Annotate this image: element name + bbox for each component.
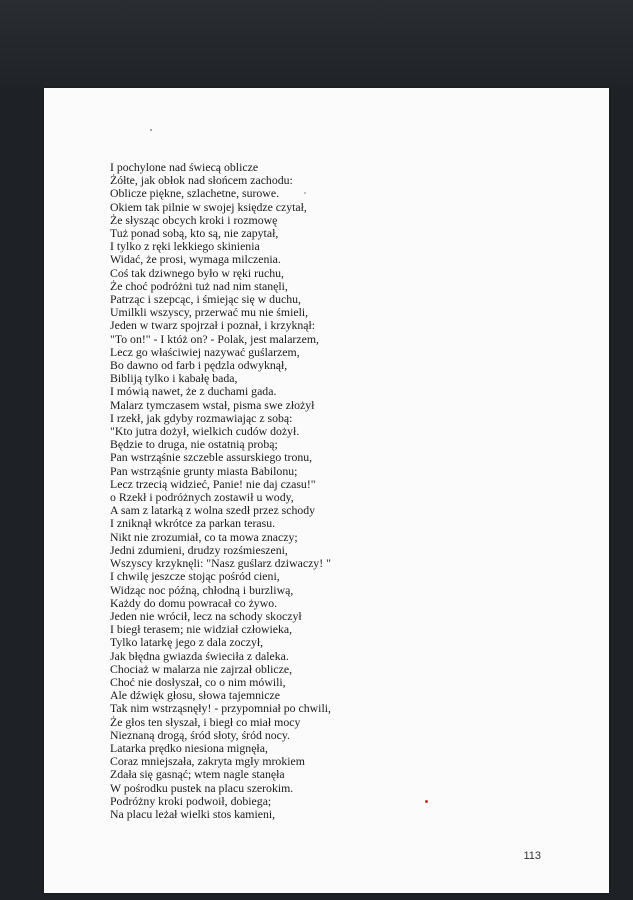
poem-line: Jak błędna gwiazda świeciła z daleka.	[110, 648, 289, 663]
poem-line: Podróżny kroki podwoił, dobiega;	[110, 793, 272, 808]
poem-line: Lecz trzecią widzieć, Panie! nie daj czasu!"	[110, 476, 316, 491]
scan-speck	[150, 129, 152, 131]
poem-line: Każdy do domu powracał co żywo.	[110, 595, 278, 610]
poem-line: A sam z latarką z wolna szedł przez schody	[110, 503, 316, 518]
poem-line: Że choć podróżni tuż nad nim stanęli,	[110, 278, 288, 293]
poem-line: Tuż ponad sobą, kto są, nie zapytał,	[110, 226, 279, 241]
poem-line: Nieznaną drogą, śród słoty, śród nocy.	[110, 727, 290, 742]
poem-line: "Kto jutra dożył, wielkich cudów dożył.	[110, 424, 300, 439]
poem-line: Umilkli wszyscy, przerwać mu nie śmieli,	[110, 305, 309, 320]
poem-line: I tylko z ręki lekkiego skinienia	[110, 239, 260, 254]
poem-line: Tylko latarkę jego z dala zoczył,	[110, 635, 264, 650]
poem-line: Że głos ten słyszał, i biegł co miał mocy	[110, 714, 301, 729]
poem-line: I chwilę jeszcze stojąc pośród cieni,	[110, 569, 280, 584]
poem-line: Bo dawno od farb i pędzla odwyknął,	[110, 358, 288, 373]
poem-line: Chociaż w malarza nie zajrzał oblicze,	[110, 661, 293, 676]
page-number: 113	[523, 850, 541, 862]
poem-text	[110, 161, 331, 821]
poem-line: Patrząc i szepcąc, i śmiejąc się w duchu,	[110, 292, 301, 307]
poem-line: Bibliją tylko i kabałę bada,	[110, 371, 238, 386]
ink-mark	[425, 800, 428, 803]
poem-line: Oblicze piękne, szlachetne, surowe.	[110, 186, 280, 201]
poem-line: I biegł terasem; nie widział człowieka,	[110, 622, 293, 637]
poem-line: Choć nie dosłyszał, co o nim mówili,	[110, 674, 286, 689]
poem-line: "To on!" - I któż on? - Polak, jest malarzem,	[110, 331, 319, 346]
poem-line: Ale dźwięk głosu, słowa tajemnicze	[110, 688, 281, 703]
poem-line: Latarka prędko niesiona mignęła,	[110, 740, 268, 755]
poem-line: I mówią nawet, że z duchami gada.	[110, 384, 277, 399]
poem-line: Jeden w twarz spojrzał i poznał, i krzyknął:	[110, 318, 316, 333]
scan-background	[0, 0, 633, 90]
poem-line: Lecz go właściwiej nazywać guślarzem,	[110, 344, 300, 359]
poem-line: Wszyscy krzyknęli: "Nasz guślarz dziwaczy! "	[110, 556, 331, 571]
poem-line: Nikt nie zrozumiał, co ta mowa znaczy;	[110, 529, 298, 544]
poem-line: Jedni zdumieni, drudzy rozśmieszeni,	[110, 542, 288, 557]
poem-line: o Rzekł i podróżnych zostawił u wody,	[110, 490, 294, 505]
poem-line: I pochylone nad świecą oblicze	[110, 160, 259, 174]
poem-line: Coś tak dziwnego było w ręki ruchu,	[110, 265, 284, 280]
poem-line: Jeden nie wrócił, lecz na schody skoczył	[110, 608, 302, 623]
poem-line: Coraz mniejszała, zakryta mgły mrokiem	[110, 754, 305, 769]
poem-line: Widać, że prosi, wymaga milczenia.	[110, 252, 281, 267]
poem-line: W pośrodku pustek na placu szerokim.	[110, 780, 294, 795]
poem-line: Pan wstrząśnie grunty miasta Babilonu;	[110, 463, 298, 478]
page-sheet	[44, 88, 609, 893]
poem-line: Okiem tak pilnie w swojej księdze czytał,	[110, 199, 307, 214]
poem-line: Widząc noc późną, chłodną i burzliwą,	[110, 582, 294, 597]
poem-line: Na placu leżał wielki stos kamieni,	[110, 806, 276, 821]
poem-line: Tak nim wstrząsnęły! - przypomniał po chwili,	[110, 701, 331, 716]
poem-line: Będzie to druga, nie ostatnią probą;	[110, 437, 278, 452]
poem-line: I rzekł, jak gdyby rozmawiając z sobą:	[110, 410, 293, 425]
poem-line: Żółte, jak obłok nad słońcem zachodu:	[110, 173, 293, 188]
poem-line: Malarz tymczasem wstał, pisma swe złożył	[110, 397, 315, 412]
poem-line: Zdała się gasnąć; wtem nagle stanęła	[110, 767, 285, 782]
poem-line: Że słysząc obcych kroki i rozmowę	[110, 212, 278, 227]
poem-line: I zniknął wkrótce za parkan terasu.	[110, 516, 276, 531]
poem-line: Pan wstrząśnie szczeble assurskiego tronu,	[110, 450, 313, 465]
